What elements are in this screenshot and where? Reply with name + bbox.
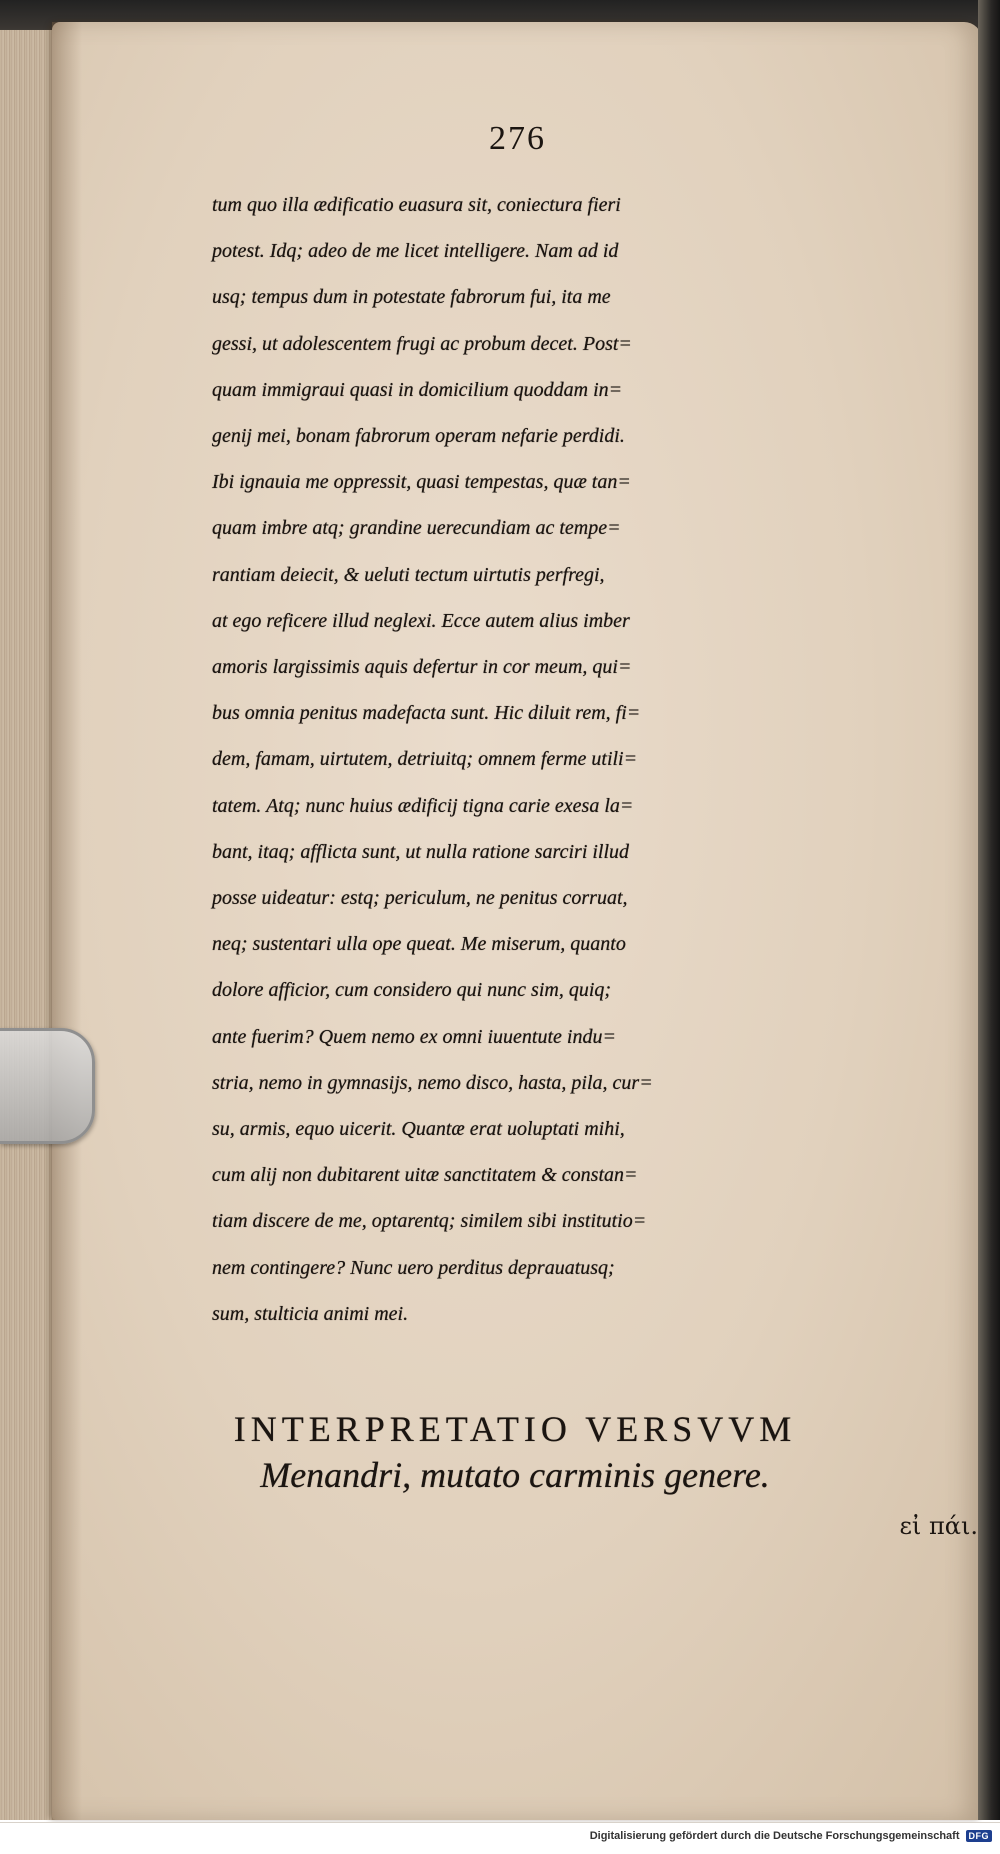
text-line: nem contingere? Nunc uero perditus deprauatusq; (212, 1256, 615, 1279)
text-line: tatem. Atq; nunc huius ædificij tigna carie exesa la= (212, 794, 634, 817)
text-line: cum alij non dubitarent uitæ sanctitatem & constan= (212, 1164, 638, 1187)
text-line: tiam discere de me, optarentq; similem sibi institutio= (212, 1210, 647, 1233)
digitization-credit (590, 1830, 992, 1842)
book-clip (0, 1028, 95, 1144)
text-line: dolore afficior, cum considero qui nunc sim, quiq; (212, 979, 612, 1002)
section-heading (0, 1408, 1000, 1496)
text-line: su, armis, equo uicerit. Quantæ erat uoluptati mihi, (212, 1118, 625, 1141)
text-line: sum, stulticia animi mei. (212, 1302, 409, 1325)
text-line: usq; tempus dum in potestate fabrorum fui, ita me (212, 286, 611, 309)
text-line: posse uideatur: estq; periculum, ne penitus corruat, (212, 887, 628, 910)
text-line: neq; sustentari ulla ope queat. Me miserum, quanto (212, 933, 626, 956)
body-text (212, 182, 990, 1337)
text-line: quam imbre atq; grandine uerecundiam ac tempe= (212, 517, 621, 540)
text-line: Ibi ignauia me oppressit, quasi tempestas, quæ tan= (212, 471, 631, 494)
text-line: bus omnia penitus madefacta sunt. Hic diluit rem, fi= (212, 702, 641, 725)
text-line: gessi, ut adolescentem frugi ac probum decet. Post= (212, 332, 632, 355)
text-line: bant, itaq; afflicta sunt, ut nulla ratione sarciri illud (212, 840, 630, 863)
book-gutter-shadow (52, 22, 82, 1820)
text-line: potest. Idq; adeo de me licet intelligere. Nam ad id (212, 240, 619, 263)
dfg-logo-icon: DFG (966, 1830, 993, 1842)
credit-text: Digitalisierung gefördert durch die Deutsche Forschungsgemeinschaft (589, 1830, 960, 1842)
text-line: stria, nemo in gymnasijs, nemo disco, hasta, pila, cur= (212, 1071, 653, 1094)
text-line: ante fuerim? Quem nemo ex omni iuuentute indu= (212, 1025, 616, 1048)
page-number: 276 (489, 120, 546, 157)
text-line: quam immigraui quasi in domicilium quoddam in= (212, 378, 623, 401)
text-line: amoris largissimis aquis defertur in cor meum, qui= (212, 656, 632, 679)
text-line: tum quo illa ædificatio euasura sit, coniectura fieri (212, 194, 621, 216)
text-line: at ego reficere illud neglexi. Ecce autem alius imber (212, 609, 630, 632)
section-title: INTERPRETATIO VERSVVM (233, 1409, 797, 1449)
section-subtitle: Menandri, mutato carminis genere. (260, 1455, 770, 1495)
text-line: rantiam deiecit, & ueluti tectum uirtutis perfregi, (212, 563, 605, 586)
text-line: dem, famam, uirtutem, detriuitq; omnem ferme utili= (212, 748, 638, 771)
text-line: genij mei, bonam fabrorum operam nefarie perdidi. (212, 425, 625, 448)
catchword: εἰ πάι. (899, 1512, 978, 1540)
